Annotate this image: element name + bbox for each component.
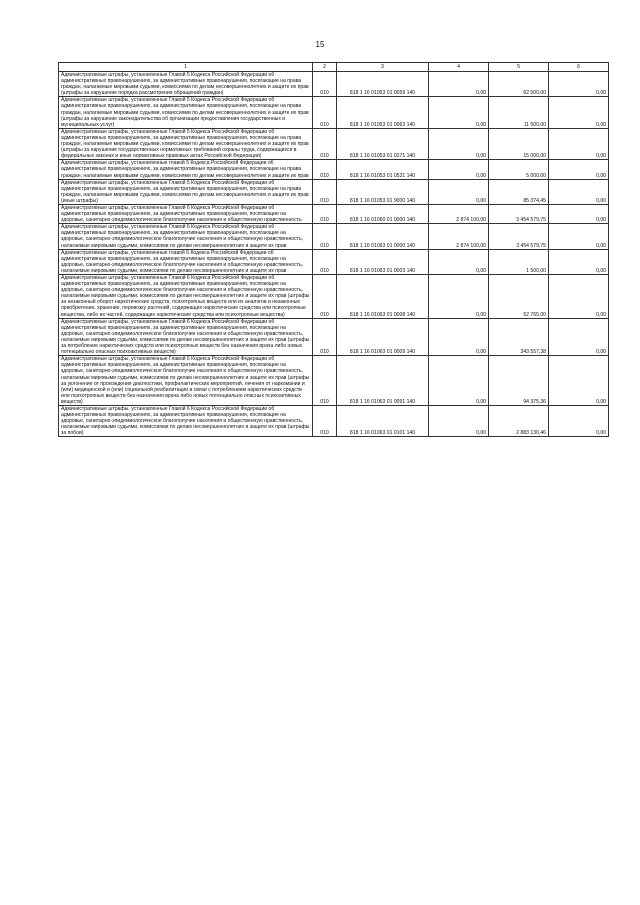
row-value-col4: 0,00: [429, 275, 489, 319]
table-row: [59, 356, 609, 406]
table-row: [59, 318, 609, 356]
budget-table: [58, 62, 609, 437]
row-line-code: 010: [313, 405, 337, 436]
row-description: Административные штрафы, установленные Главой 5 Кодекса Российской Федерации об административных правонарушениях, за административные правонарушения, посягающие на права граждан, налагаемые мировыми судьями, комиссиями по делам несовершеннолетних и защите их прав (штрафы за нарушение порядка рассмотрения обращений граждан): [59, 72, 313, 97]
row-value-col5: 62 500,00: [489, 72, 549, 97]
row-description: Административные штрафы, установленные Главой 6 Кодекса Российской Федерации об административных правонарушениях, за административные правонарушения, посягающие на здоровье, санитарно-эпидемиологическое благополучие населения и общественную нравственность, налагаемые мировыми судьями, комиссиями по делам несовершеннолетних и защите их прав (штрафы за незаконный оборот наркотических средств, психотропных веществ или их аналогов и незаконные приобретение, хранение, перевозку растений, содержащих наркотические средства или психотропные вещества, либо их частей, содержащих наркотические средства или психотропные вещества): [59, 275, 313, 319]
row-budget-code: 818 1 16 01053 01 0531 140: [337, 160, 429, 179]
row-value-col6: 0,00: [549, 275, 609, 319]
table-row: [59, 72, 609, 97]
row-value-col4: 0,00: [429, 128, 489, 159]
row-value-col5: 15 000,00: [489, 128, 549, 159]
row-line-code: 010: [313, 318, 337, 356]
row-value-col5: 3 454 579,75: [489, 204, 549, 223]
row-line-code: 010: [313, 179, 337, 204]
row-value-col6: 0,00: [549, 160, 609, 179]
row-value-col5: 1 500,00: [489, 249, 549, 274]
table-body: [59, 72, 609, 437]
row-value-col6: 0,00: [549, 72, 609, 97]
row-budget-code: 818 1 16 01053 01 0063 140: [337, 97, 429, 128]
header-col-1: 1: [59, 63, 313, 72]
row-value-col4: 0,00: [429, 72, 489, 97]
row-value-col6: 0,00: [549, 179, 609, 204]
row-value-col4: 0,00: [429, 405, 489, 436]
row-budget-code: 818 1 16 01063 01 0091 140: [337, 356, 429, 406]
row-line-code: 010: [313, 249, 337, 274]
row-value-col4: 0,00: [429, 97, 489, 128]
page-number: 15: [315, 40, 325, 49]
row-value-col6: 0,00: [549, 318, 609, 356]
row-description: Административные штрафы, установленные Главой 6 Кодекса Российской Федерации об административных правонарушениях, за административные правонарушения, посягающие на здоровье, санитарно-эпидемиологическое благополучие населения и общественную нравственность, налагаемые мировыми судьями, комиссиями по делам несовершеннолетних и защите их прав: [59, 224, 313, 249]
row-value-col5: 343 557,38: [489, 318, 549, 356]
header-col-3: 3: [337, 63, 429, 72]
table-header: [59, 63, 609, 72]
header-col-2: 2: [313, 63, 337, 72]
row-budget-code: 818 1 16 01063 01 0000 140: [337, 224, 429, 249]
row-description: Административные штрафы, установленные Главой 6 Кодекса Российской Федерации об административных правонарушениях, за административные правонарушения, посягающие на здоровье, санитарно-эпидемиологическое благополучие населения и общественную нравственность: [59, 204, 313, 223]
row-description: Административные штрафы, установленные Главой 6 Кодекса Российской Федерации об административных правонарушениях, за административные правонарушения, посягающие на здоровье, санитарно-эпидемиологическое благополучие населения и общественную нравственность, налагаемые мировыми судьями, комиссиями по делам несовершеннолетних и защите их прав (штрафы за побои): [59, 405, 313, 436]
row-value-col5: 2 883 130,46: [489, 405, 549, 436]
table-row: [59, 204, 609, 223]
row-value-col6: 0,00: [549, 356, 609, 406]
row-description: Административные штрафы, установленные Главой 5 Кодекса Российской Федерации об административных правонарушениях, за административные правонарушения, посягающие на права граждан, налагаемые мировыми судьями, комиссиями по делам несовершеннолетних и защите их прав (штрафы за нарушение законодательства об организации предоставления государственных и муниципальных услуг): [59, 97, 313, 128]
row-value-col4: 0,00: [429, 160, 489, 179]
row-line-code: 010: [313, 160, 337, 179]
row-value-col4: 2 874 100,00: [429, 224, 489, 249]
row-line-code: 010: [313, 97, 337, 128]
table-row: [59, 405, 609, 436]
row-value-col5: 52 765,00: [489, 275, 549, 319]
row-value-col6: 0,00: [549, 405, 609, 436]
row-value-col6: 0,00: [549, 97, 609, 128]
row-description: Административные штрафы, установленные главой 6 Кодекса Российской Федерации об административных правонарушениях, за административные правонарушения, посягающие на здоровье, санитарно-эпидемиологическое благополучие населения и общественную нравственность, налагаемые мировыми судьями, комиссиями по делам несовершеннолетних и защите их прав: [59, 249, 313, 274]
row-line-code: 010: [313, 128, 337, 159]
row-description: Административные штрафы, установленные Главой 5 Кодекса Российской Федерации об административных правонарушениях, за административные правонарушения, посягающие на права граждан, налагаемые мировыми судьями, комиссиями по делам несовершеннолетних и защите их прав (штрафы за нарушение государственных нормативных требований охраны труда, содержащихся в федеральных законах и иных нормативных правовых актах Российской Федерации): [59, 128, 313, 159]
table-row: [59, 179, 609, 204]
row-value-col5: 3 454 579,75: [489, 224, 549, 249]
row-value-col5: 11 500,00: [489, 97, 549, 128]
row-description: Административные штрафы, установленные Главой 6 Кодекса Российской Федерации об административных правонарушениях, за административные правонарушения, посягающие на здоровье, санитарно-эпидемиологическое благополучие населения и общественную нравственность, налагаемые мировыми судьями, комиссиями по делам несовершеннолетних и защите их прав (штрафы за уклонение от прохождения диагностики, профилактических мероприятий, лечения от наркомании и (или) медицинской и (или) социальной реабилитации в связи с потреблением наркотических средств или психотропных веществ без назначения врача либо новых потенциально опасных психоактивных веществ): [59, 356, 313, 406]
table-row: [59, 128, 609, 159]
row-value-col6: 0,00: [549, 224, 609, 249]
row-value-col4: 0,00: [429, 179, 489, 204]
header-row: [59, 63, 609, 72]
table-row: [59, 97, 609, 128]
row-value-col5: 94 375,36: [489, 356, 549, 406]
row-description: Административные штрафы, установленные главой 5 Кодекса Российской Федерации об административных правонарушениях, за административные правонарушения, посягающие на права граждан, налагаемые мировыми судьями, комиссиями по делам несовершеннолетних и защите их прав: [59, 160, 313, 179]
row-value-col6: 0,00: [549, 204, 609, 223]
row-budget-code: 818 1 16 01060 01 0000 140: [337, 204, 429, 223]
row-value-col4: 2 874 100,00: [429, 204, 489, 223]
row-value-col4: 0,00: [429, 249, 489, 274]
table-row: [59, 224, 609, 249]
table-row: [59, 249, 609, 274]
row-budget-code: 818 1 16 01063 01 0008 140: [337, 275, 429, 319]
row-line-code: 010: [313, 275, 337, 319]
row-budget-code: 818 1 16 01063 01 0009 140: [337, 318, 429, 356]
header-col-5: 5: [489, 63, 549, 72]
row-value-col5: 5 000,00: [489, 160, 549, 179]
row-line-code: 010: [313, 356, 337, 406]
row-budget-code: 818 1 16 01053 01 0271 140: [337, 128, 429, 159]
row-budget-code: 818 1 16 01053 01 0059 140: [337, 72, 429, 97]
row-line-code: 010: [313, 72, 337, 97]
header-col-6: 6: [549, 63, 609, 72]
row-budget-code: 818 1 16 01053 01 9000 140: [337, 179, 429, 204]
row-value-col4: 0,00: [429, 318, 489, 356]
row-value-col6: 0,00: [549, 249, 609, 274]
row-line-code: 010: [313, 204, 337, 223]
table-row: [59, 160, 609, 179]
row-budget-code: 818 1 16 01063 01 0101 140: [337, 405, 429, 436]
row-description: Административные штрафы, установленные Главой 5 Кодекса Российской Федерации об административных правонарушениях, за административные правонарушения, посягающие на права граждан, налагаемые мировыми судьями, комиссиями по делам несовершеннолетних и защите их прав (иные штрафы): [59, 179, 313, 204]
row-line-code: 010: [313, 224, 337, 249]
row-value-col5: 85 374,45: [489, 179, 549, 204]
row-description: Административные штрафы, установленные Главой 6 Кодекса Российской Федерации об административных правонарушениях, за административные правонарушения, посягающие на здоровье, санитарно-эпидемиологическое благополучие населения и общественную нравственность, налагаемые мировыми судьями, комиссиями по делам несовершеннолетних и защите их прав (штрафы за потребление наркотических средств или психотропных веществ без назначения врача либо новых потенциально опасных психоактивных веществ): [59, 318, 313, 356]
row-value-col6: 0,00: [549, 128, 609, 159]
row-budget-code: 818 1 16 01063 01 0003 140: [337, 249, 429, 274]
table-row: [59, 275, 609, 319]
row-value-col4: 0,00: [429, 356, 489, 406]
header-col-4: 4: [429, 63, 489, 72]
